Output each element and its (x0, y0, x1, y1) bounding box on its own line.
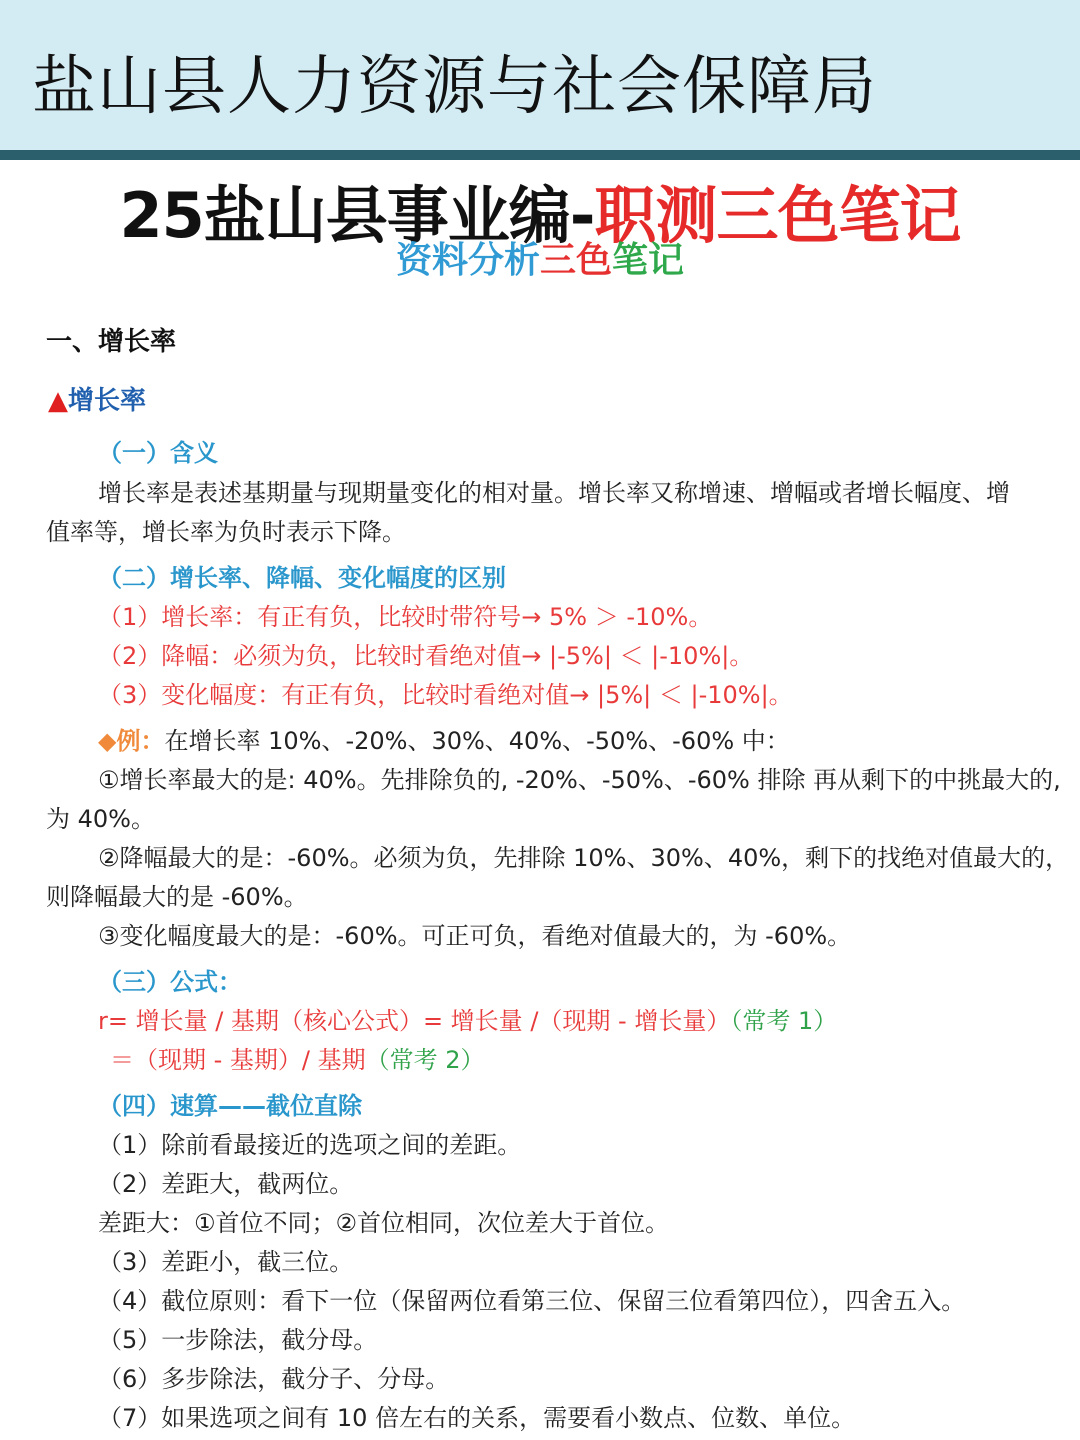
rule-change-range: （3）变化幅度：有正有负，比较时看绝对值→ |5%| ＜ |-10%|。 (98, 681, 793, 709)
list-item: （2）差距大，截两位。 (98, 1170, 354, 1198)
list-item: （3）差距小，截三位。 (98, 1248, 354, 1276)
banner-title: 盐山县人力资源与社会保障局 (32, 50, 877, 124)
answer-line: ①增长率最大的是: 40%。先排除负的, -20%、-50%、-60% 排除 再从剩下的中挑最大的, (98, 766, 1061, 794)
paragraph-line: 增长率是表述基期量与现期量变化的相对量。增长率又称增速、增幅或者增长幅度、增 (98, 479, 1010, 507)
triangle-marker-icon: ▲ (48, 386, 68, 416)
list-item: 差距大：①首位不同；②首位相同，次位差大于首位。 (98, 1209, 670, 1237)
example-line (98, 724, 790, 758)
topic-heading-text: 增长率 (68, 386, 147, 416)
subsection-meaning: （一）含义 (98, 439, 218, 467)
subtitle-part-1: 资料分析 (395, 240, 540, 281)
subsection-difference: （二）增长率、降幅、变化幅度的区别 (98, 564, 506, 592)
example-label: ◆例： (98, 727, 165, 755)
page-subtitle (0, 238, 1080, 284)
subsection-quick-calc: （四）速算——截位直除 (98, 1092, 362, 1120)
list-item: （5）一步除法，截分母。 (98, 1326, 378, 1354)
section-heading: 一、增长率 (46, 327, 177, 357)
page-title-part-2: 职测三色笔记 (594, 179, 961, 252)
formula-note: （常考 1） (730, 1007, 838, 1035)
topic-heading (48, 384, 146, 418)
answer-line: 则降幅最大的是 -60%。 (46, 883, 308, 911)
list-item: （4）截位原则：看下一位（保留两位看第三位、保留三位看第四位），四舍五入。 (98, 1287, 966, 1315)
list-item: （1）除前看最接近的选项之间的差距。 (98, 1131, 522, 1159)
list-item: （7）如果选项之间有 10 倍左右的关系，需要看小数点、位数、单位。 (98, 1404, 856, 1432)
formula-note: （常考 2） (365, 1046, 485, 1074)
formula-line (110, 1043, 485, 1077)
subsection-formula: （三）公式： (98, 968, 242, 996)
answer-line: ③变化幅度最大的是：-60%。可正可负，看绝对值最大的，为 -60%。 (98, 922, 852, 950)
rule-growth-rate: （1）增长率：有正有负，比较时带符号→ 5% ＞ -10%。 (98, 603, 713, 631)
paragraph-line: 值率等，增长率为负时表示下降。 (46, 518, 406, 546)
page-title-part-1: 25盐山县事业编- (119, 179, 595, 252)
answer-line: ②降幅最大的是：-60%。必须为负，先排除 10%、30%、40%，剩下的找绝对值最大的， (98, 844, 1070, 872)
formula-text: r= 增长量 / 基期（核心公式）= 增长量 /（现期 - 增长量） (98, 1007, 731, 1035)
subtitle-part-2: 三色 (539, 240, 612, 281)
rule-decline: （2）降幅：必须为负，比较时看绝对值→ |-5%| ＜ |-10%|。 (98, 642, 754, 670)
example-text: 在增长率 10%、-20%、30%、40%、-50%、-60% 中： (164, 727, 790, 755)
formula-line (98, 1004, 837, 1038)
answer-line: 为 40%。 (46, 805, 155, 833)
formula-text: ＝（现期 - 基期）/ 基期 (110, 1046, 366, 1074)
subtitle-part-3: 笔记 (612, 240, 685, 281)
list-item: （6）多步除法，截分子、分母。 (98, 1365, 450, 1393)
header-banner (0, 0, 1080, 160)
